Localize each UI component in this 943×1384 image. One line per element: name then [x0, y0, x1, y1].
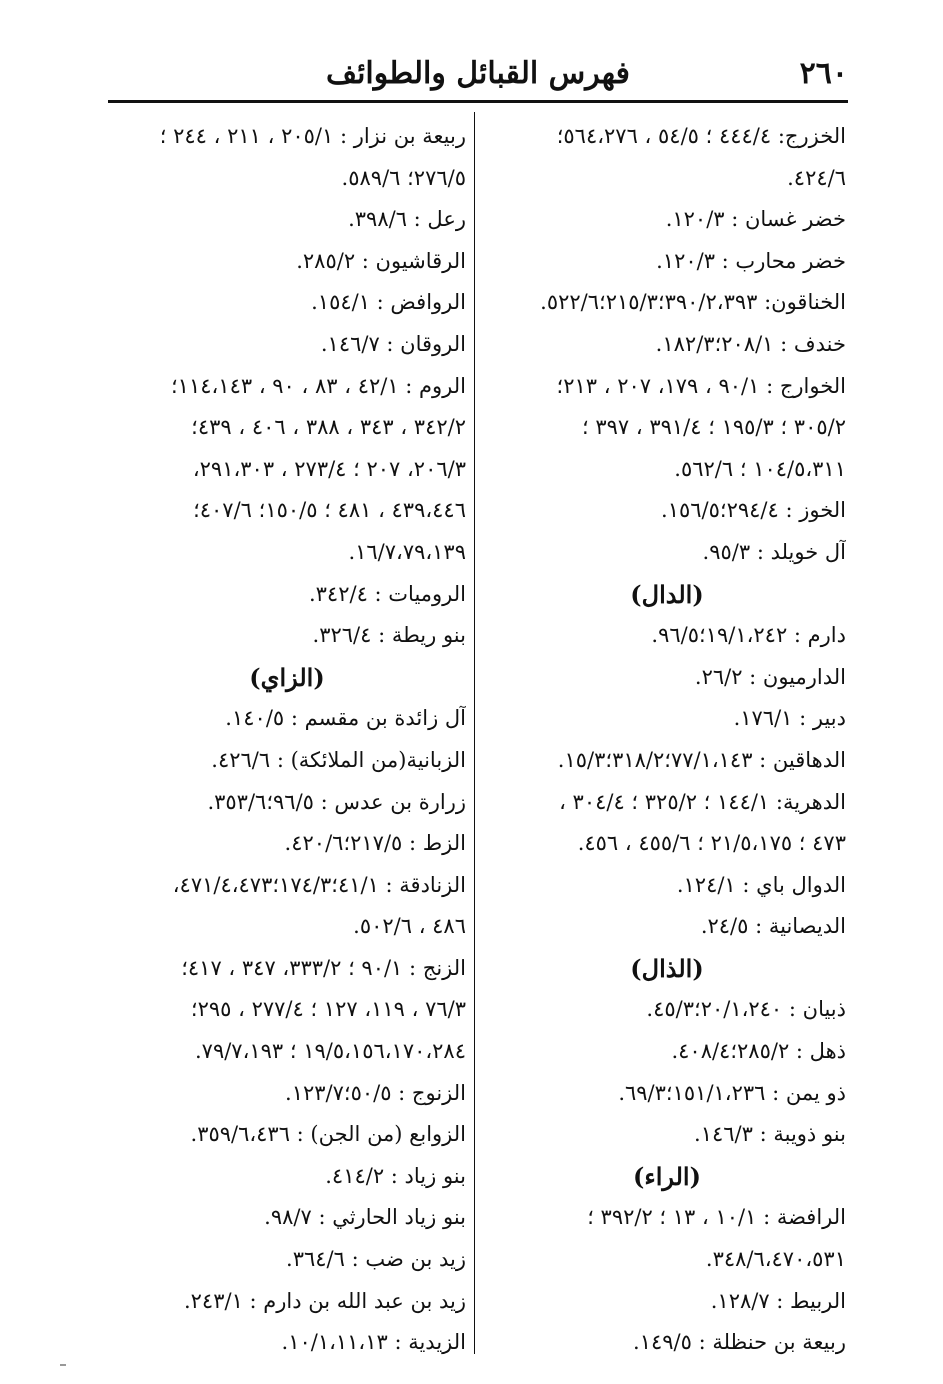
section-heading: (الدال): [630, 579, 704, 609]
section-heading: (الذال): [630, 953, 704, 983]
index-entry-line: ربيعة بن نزار : ٢٠٥/١ ، ٢١١ ، ٢٤٤ ؛: [159, 124, 466, 148]
index-column-left: [108, 116, 466, 1364]
index-entry-line: ٤٢٤/٦.: [787, 165, 846, 190]
index-entry-line: الزنوج : ٥٠/٥؛١٢٣/٧.: [285, 1080, 466, 1105]
index-entry-line: خندف : ٢٠٨/١؛١٨٢/٣.: [655, 331, 846, 356]
index-entry-line: ذبيان : ٢٠/١،٢٤٠؛٤٥/٣.: [646, 997, 846, 1022]
index-entry-line: الخزرج: ٤٤٤/٤ ؛ ٥٤/٥ ، ٥٦٤،٢٧٦؛: [556, 124, 846, 148]
column-divider: [474, 112, 475, 1354]
section-heading: (الزاي): [249, 662, 325, 692]
header-rule: [108, 100, 848, 103]
index-entry-line: ٣٤٨/٦،٤٧٠،٥٣١.: [705, 1247, 846, 1272]
index-entry-line: ١٩/٥،١٥٦،١٧٠،٢٨٤ ؛ ٧٩/٧،١٩٣.: [194, 1039, 466, 1064]
index-entry-line: الخوارج : ٩٠/١ ، ١٧٩، ٢٠٧ ، ٢١٣؛: [556, 373, 846, 398]
index-entry-line: الزيدية : ١٠/١،١١،١٣.: [281, 1330, 466, 1355]
index-entry-line: بنو زياد : ٤١٤/٢.: [325, 1163, 466, 1188]
section-heading: (الراء): [633, 1161, 701, 1191]
index-entry-line: ١٠٤/٥،٣١١ ؛ ٥٦٢/٦.: [674, 456, 846, 481]
index-entry-line: الدهاقين : ٧٧/١،١٤٣؛٣١٨/٢؛١٥/٣.: [557, 747, 846, 772]
page-number: ٢٦٠: [799, 56, 848, 91]
index-entry-line: دبير : ١٧٦/١.: [733, 706, 846, 731]
index-entry-line: الدهرية: ١٤٤/١ ؛ ٣٢٥/٢ ؛ ٣٠٤/٤ ،: [559, 789, 846, 814]
index-entry-line: الروقان : ١٤٦/٧.: [320, 331, 466, 356]
index-entry-line: الزبانية(من الملائكة) : ٤٢٦/٦.: [211, 747, 466, 772]
index-entry-line: آل خويلد : ٩٥/٣.: [702, 539, 846, 564]
index-entry-line: الدارميون : ٢٦/٢.: [694, 664, 846, 689]
index-entry-line: الزط : ٢١٧/٥؛٤٢٠/٦.: [284, 831, 466, 856]
index-entry-line: الروميات : ٣٤٢/٤.: [308, 581, 466, 606]
index-entry-line: زيد بن ضب : ٣٦٤/٦.: [286, 1247, 466, 1272]
index-entry-line: الربيط : ١٢٨/٧.: [710, 1288, 846, 1313]
index-entry-line: الدوال باي : ١٢٤/١.: [676, 872, 846, 897]
index-entry-line: خضر غسان : ١٢٠/٣.: [665, 207, 846, 232]
scan-mark: [60, 1364, 66, 1366]
index-entry-line: ربيعة بن حنظلة : ١٤٩/٥.: [633, 1330, 846, 1355]
index-entry-line: بنو ريطة : ٣٢٦/٤.: [312, 623, 466, 648]
index-entry-line: الروافض : ١٥٤/١.: [311, 290, 466, 315]
index-entry-line: الخوز : ٢٩٤/٤؛١٥٦/٥.: [661, 498, 846, 523]
index-entry-line: ٣٤٢/٢ ، ٣٤٣ ، ٣٨٨ ، ٤٠٦ ، ٤٣٩؛: [191, 415, 466, 440]
index-entry-line: الرقاشيون : ٢٨٥/٢.: [296, 248, 466, 273]
index-entry-line: ١٦/٧،٧٩،١٣٩.: [348, 539, 466, 564]
index-entry-line: ذو يمن : ١٥١/١،٢٣٦؛٦٩/٣.: [618, 1080, 846, 1105]
index-entry-line: دارم : ١٩/١،٢٤٢؛٩٦/٥.: [651, 623, 846, 648]
index-entry-line: زيد بن عبد الله بن دارم : ٢٤٣/١.: [183, 1288, 466, 1313]
index-entry-line: ٢٧٦/٥؛ ٥٨٩/٦.: [341, 165, 466, 190]
index-entry-line: ٤٣٩،٤٤٦ ، ٤٨١ ؛ ١٥٠/٥؛ ٤٠٧/٦؛: [193, 498, 466, 523]
index-entry-line: ٣٠٥/٢ ؛ ١٩٥/٣ ؛ ٣٩١/٤ ، ٣٩٧ ؛: [581, 415, 846, 440]
index-entry-line: ٤٨٦ ، ٥٠٢/٦.: [353, 914, 466, 939]
index-entry-line: الخناقون: ٣٩٠/٢،٣٩٣؛٢١٥/٣؛٥٢٢/٦.: [540, 290, 846, 315]
index-entry-line: زرارة بن عدس : ٩٦/٥؛٣٥٣/٦.: [207, 789, 466, 814]
index-entry-line: ذهل : ٢٨٥/٢؛٤٠٨/٤.: [671, 1039, 846, 1064]
index-entry-line: ٤٧٣ ؛ ٢١/٥،١٧٥ ؛ ٤٥٥/٦ ، ٤٥٦.: [577, 831, 846, 856]
index-column-right: [488, 116, 846, 1364]
index-entry-line: آل زائدة بن مقسم : ١٤٠/٥.: [225, 706, 466, 731]
index-entry-line: ٧٦/٣ ، ١١٩، ١٢٧ ؛ ٢٧٧/٤ ، ٢٩٥؛: [190, 997, 466, 1022]
page-title: فهرس القبائل والطوائف: [326, 56, 630, 91]
index-entry-line: الزوابع (من الجن) : ٣٥٩/٦،٤٣٦.: [190, 1122, 466, 1147]
index-entry-line: ٢٠٦/٣، ٢٠٧ ؛ ٢٧٣/٤ ، ٢٩١،٣٠٣،: [192, 456, 466, 481]
index-entry-line: الزنج : ٩٠/١ ؛ ٣٣٣/٢، ٣٤٧ ، ٤١٧؛: [181, 955, 466, 980]
page-header: [108, 52, 848, 96]
index-entry-line: رعل : ٣٩٨/٦.: [348, 207, 466, 232]
index-entry-line: بنو زياد الحارثي : ٩٨/٧.: [264, 1205, 466, 1230]
index-entry-line: الرافضة : ١٠/١ ، ١٣ ؛ ٣٩٢/٢ ؛: [587, 1205, 846, 1230]
index-entry-line: الديصانية : ٢٤/٥.: [700, 914, 846, 939]
index-entry-line: خضر محارب : ١٢٠/٣.: [656, 248, 846, 273]
index-entry-line: الزنادقة : ٤١/١؛١٧٤/٣؛٤٧١/٤،٤٧٣،: [172, 872, 466, 897]
index-entry-line: الروم : ٤٢/١ ، ٨٣ ، ٩٠ ، ١١٤،١٤٣؛: [170, 373, 466, 398]
index-entry-line: بنو ذويبة : ١٤٦/٣.: [694, 1122, 846, 1147]
